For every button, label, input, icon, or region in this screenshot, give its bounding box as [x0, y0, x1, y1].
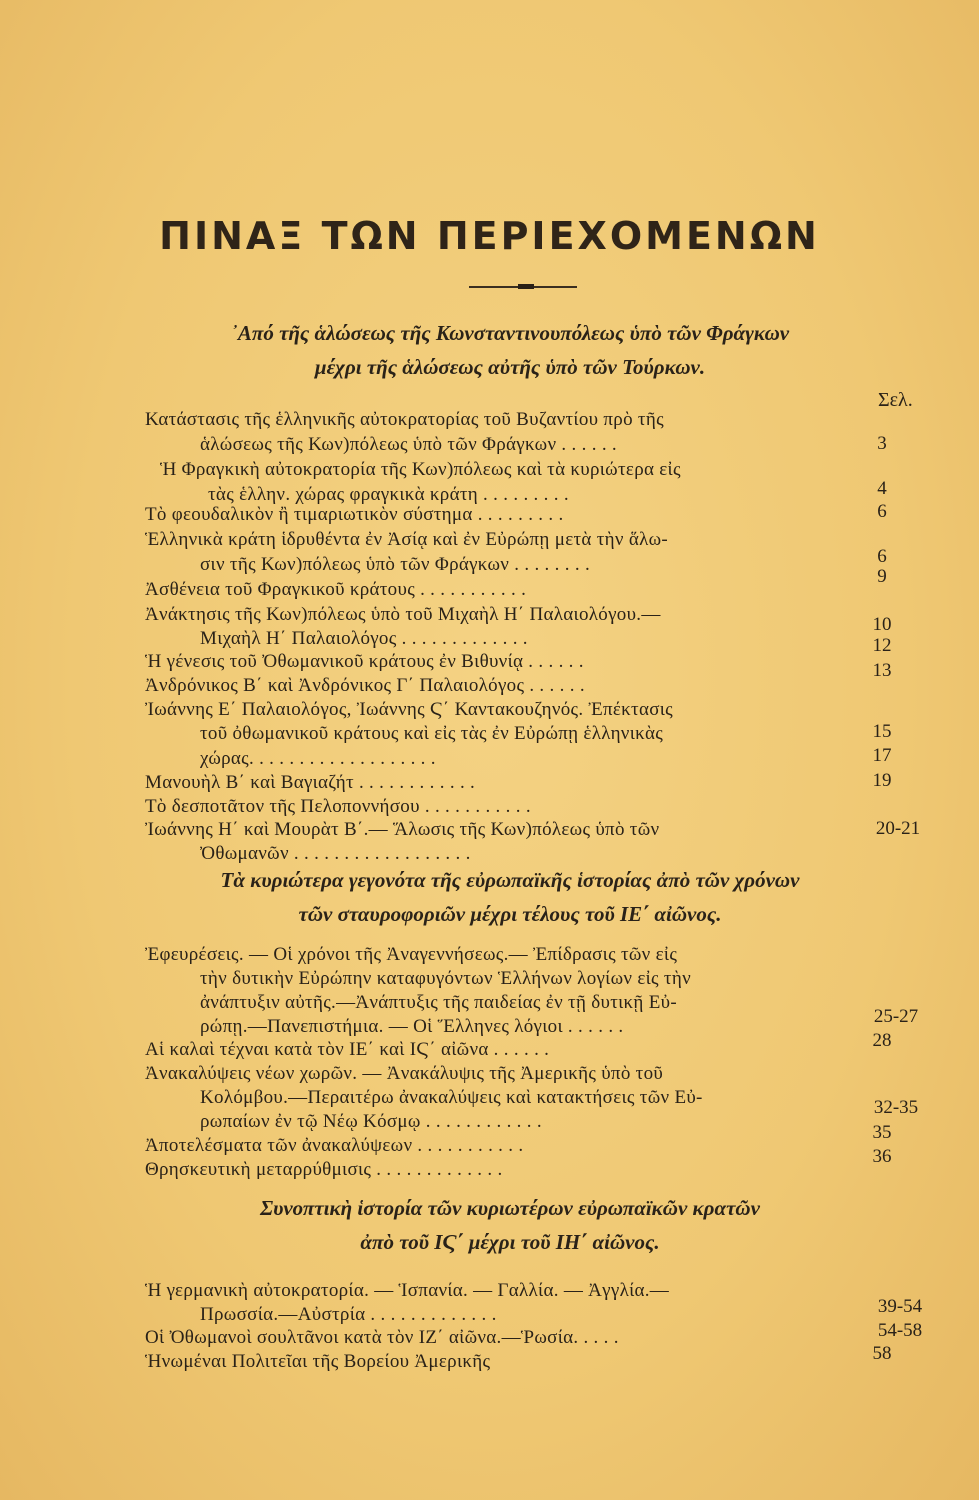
section-2-heading: [110, 863, 910, 931]
toc-line: Τὸ φεουδαλικὸν ἢ τιμαριωτικὸν σύστημα . . . . . . . . .: [145, 504, 564, 525]
page-number: 9: [877, 566, 887, 587]
section-1-heading-line-2: μέχρι τῆς ἁλώσεως αὐτῆς ὑπὸ τῶν Τούρκων.: [314, 355, 706, 379]
toc-line: Ἐφευρέσεις. — Οἱ χρόνοι τῆς Ἀναγεννήσεως.— Ἐπίδρασις τῶν εἰς: [145, 944, 678, 965]
page-number: 25-27: [873, 1006, 919, 1027]
section-3-heading: [110, 1191, 910, 1259]
section-1-heading: [110, 316, 910, 384]
toc-line: Τὸ δεσποτᾶτον τῆς Πελοποννήσου . . . . . . . . . . .: [145, 796, 531, 817]
toc-line: σιν τῆς Κων)πόλεως ὑπὸ τῶν Φράγκων . . . . . . . .: [200, 554, 590, 575]
toc-line: ἁλώσεως τῆς Κων)πόλεως ὑπὸ τῶν Φράγκων . . . . . .: [200, 434, 617, 455]
page-number: 17: [872, 745, 892, 766]
toc-line: χώρας. . . . . . . . . . . . . . . . . . .: [200, 748, 436, 769]
page-number: 58: [872, 1343, 892, 1364]
toc-line: Ἡ Φραγκικὴ αὐτοκρατορία τῆς Κων)πόλεως καὶ τὰ κυριώτερα εἰς: [160, 459, 681, 480]
toc-line: Αἱ καλαὶ τέχναι κατὰ τὸν ΙΕ΄ καὶ ΙϚ΄ αἰῶνα . . . . . .: [145, 1039, 550, 1060]
toc-line: Μανουὴλ Β΄ καὶ Βαγιαζήτ . . . . . . . . . . . .: [145, 772, 476, 793]
page-number: 20-21: [875, 818, 921, 839]
toc-line: Ἡ γένεσις τοῦ Ὀθωμανικοῦ κράτους ἐν Βιθυνίᾳ . . . . . .: [145, 651, 584, 672]
toc-line: Κολόμβου.—Περαιτέρω ἀνακαλύψεις καὶ κατακτήσεις τῶν Εὐ-: [200, 1087, 703, 1108]
toc-line: Ἡ γερμανικὴ αὐτοκρατορία. — Ἱσπανία. — Γαλλία. — Ἀγγλία.—: [145, 1280, 670, 1301]
toc-line: Ἀποτελέσματα τῶν ἀνακαλύψεων . . . . . . . . . . .: [145, 1135, 524, 1156]
toc-line: τὰς ἑλλην. χώρας φραγκικὰ κράτη . . . . . . . . .: [208, 484, 569, 505]
toc-line: Ὀθωμανῶν . . . . . . . . . . . . . . . . . .: [200, 843, 471, 864]
toc-line: Μιχαὴλ Η΄ Παλαιολόγος . . . . . . . . . . . . .: [200, 628, 528, 649]
toc-line: Ἀνακαλύψεις νέων χωρῶν. — Ἀνακάλυψις τῆς Ἀμερικῆς ὑπὸ τοῦ: [145, 1063, 664, 1084]
section-1-heading-line-1: ᾽Από τῆς ἁλώσεως τῆς Κωνσταντινουπόλεως ὑπὸ τῶν Φράγκων: [230, 321, 790, 345]
toc-line: Ἰωάννης Ε΄ Παλαιολόγος, Ἰωάννης Ϛ΄ Καντακουζηνός. Ἐπέκτασις: [145, 699, 674, 720]
toc-line: Θρησκευτικὴ μεταρρύθμισις . . . . . . . . . . . . .: [145, 1159, 503, 1180]
section-2-heading-line-2: τῶν σταυροφοριῶν μέχρι τέλους τοῦ ΙΕ΄ αἰῶνος.: [298, 902, 722, 926]
page-number: 6: [877, 501, 887, 522]
toc-line: τοῦ ὀθωμανικοῦ κράτους καὶ εἰς τὰς ἐν Εὐρώπῃ ἑλληνικὰς: [200, 723, 664, 744]
page-title: ΠΙΝΑΞ ΤΩΝ ΠΕΡΙΕΧΟΜΕΝΩΝ: [159, 214, 820, 258]
toc-line: Ἰωάννης Η΄ καὶ Μουρὰτ Β΄.— Ἅλωσις τῆς Κων)πόλεως ὑπὸ τῶν: [145, 819, 660, 840]
page-number: 15: [872, 721, 892, 742]
page-number: 4: [877, 478, 887, 499]
toc-line: Ἑλληνικὰ κράτη ἱδρυθέντα ἐν Ἀσίᾳ καὶ ἐν Εὐρώπῃ μετὰ τὴν ἅλω-: [145, 529, 669, 550]
page-number: 19: [872, 770, 892, 791]
toc-line: Κατάστασις τῆς ἑλληνικῆς αὐτοκρατορίας τοῦ Βυζαντίου πρὸ τῆς: [145, 409, 664, 430]
page-number: 3: [877, 433, 887, 454]
toc-line: τὴν δυτικὴν Εὐρώπην καταφυγόντων Ἑλλήνων λογίων εἰς τὴν: [200, 968, 691, 989]
toc-line: Οἱ Ὀθωμανοὶ σουλτᾶνοι κατὰ τὸν ΙΖ΄ αἰῶνα.—Ῥωσία. . . . .: [145, 1327, 619, 1348]
toc-line: ρώπῃ.—Πανεπιστήμια. — Οἱ Ἕλληνες λόγιοι . . . . . .: [200, 1016, 624, 1037]
page-number: 32-35: [873, 1097, 919, 1118]
toc-line: ἀνάπτυξιν αὐτῆς.—Ἀνάπτυξις τῆς παιδείας ἐν τῇ δυτικῇ Εὐ-: [200, 992, 677, 1013]
toc-line: Ἀνάκτησις τῆς Κων)πόλεως ὑπὸ τοῦ Μιχαὴλ Η΄ Παλαιολόγου.—: [145, 604, 661, 625]
page-number: 10: [872, 614, 892, 635]
toc-line: Ἡνωμέναι Πολιτεῖαι τῆς Βορείου Ἀμερικῆς: [145, 1351, 491, 1372]
page-number: 28: [872, 1030, 892, 1051]
page-number: 39-54: [877, 1296, 923, 1317]
toc-line: Πρωσσία.—Αὐστρία . . . . . . . . . . . . .: [200, 1304, 497, 1325]
toc-line: Ἀσθένεια τοῦ Φραγκικοῦ κράτους . . . . . . . . . . .: [145, 579, 527, 600]
page-number: 12: [872, 635, 892, 656]
page-number: 35: [872, 1122, 892, 1143]
page-number: 54-58: [877, 1320, 923, 1341]
toc-line: Ἀνδρόνικος Β΄ καὶ Ἀνδρόνικος Γ΄ Παλαιολόγος . . . . . .: [145, 675, 585, 696]
page-number: 6: [877, 546, 887, 567]
page-number: 36: [872, 1146, 892, 1167]
page-column-label: Σελ.: [878, 389, 913, 411]
page-number: 13: [872, 660, 892, 681]
section-3-heading-line-2: ἀπὸ τοῦ ΙϚ΄ μέχρι τοῦ ΙΗ΄ αἰῶνος.: [360, 1230, 660, 1254]
toc-line: ρωπαίων ἐν τῷ Νέῳ Κόσμῳ . . . . . . . . . . . .: [200, 1111, 542, 1132]
section-3-heading-line-1: Συνοπτικὴ ἱστορία τῶν κυριωτέρων εὐρωπαϊκῶν κρατῶν: [260, 1196, 760, 1220]
title-divider-ornament: [518, 284, 534, 289]
section-2-heading-line-1: Τὰ κυριώτερα γεγονότα τῆς εὐρωπαϊκῆς ἱστορίας ἀπὸ τῶν χρόνων: [220, 868, 800, 892]
